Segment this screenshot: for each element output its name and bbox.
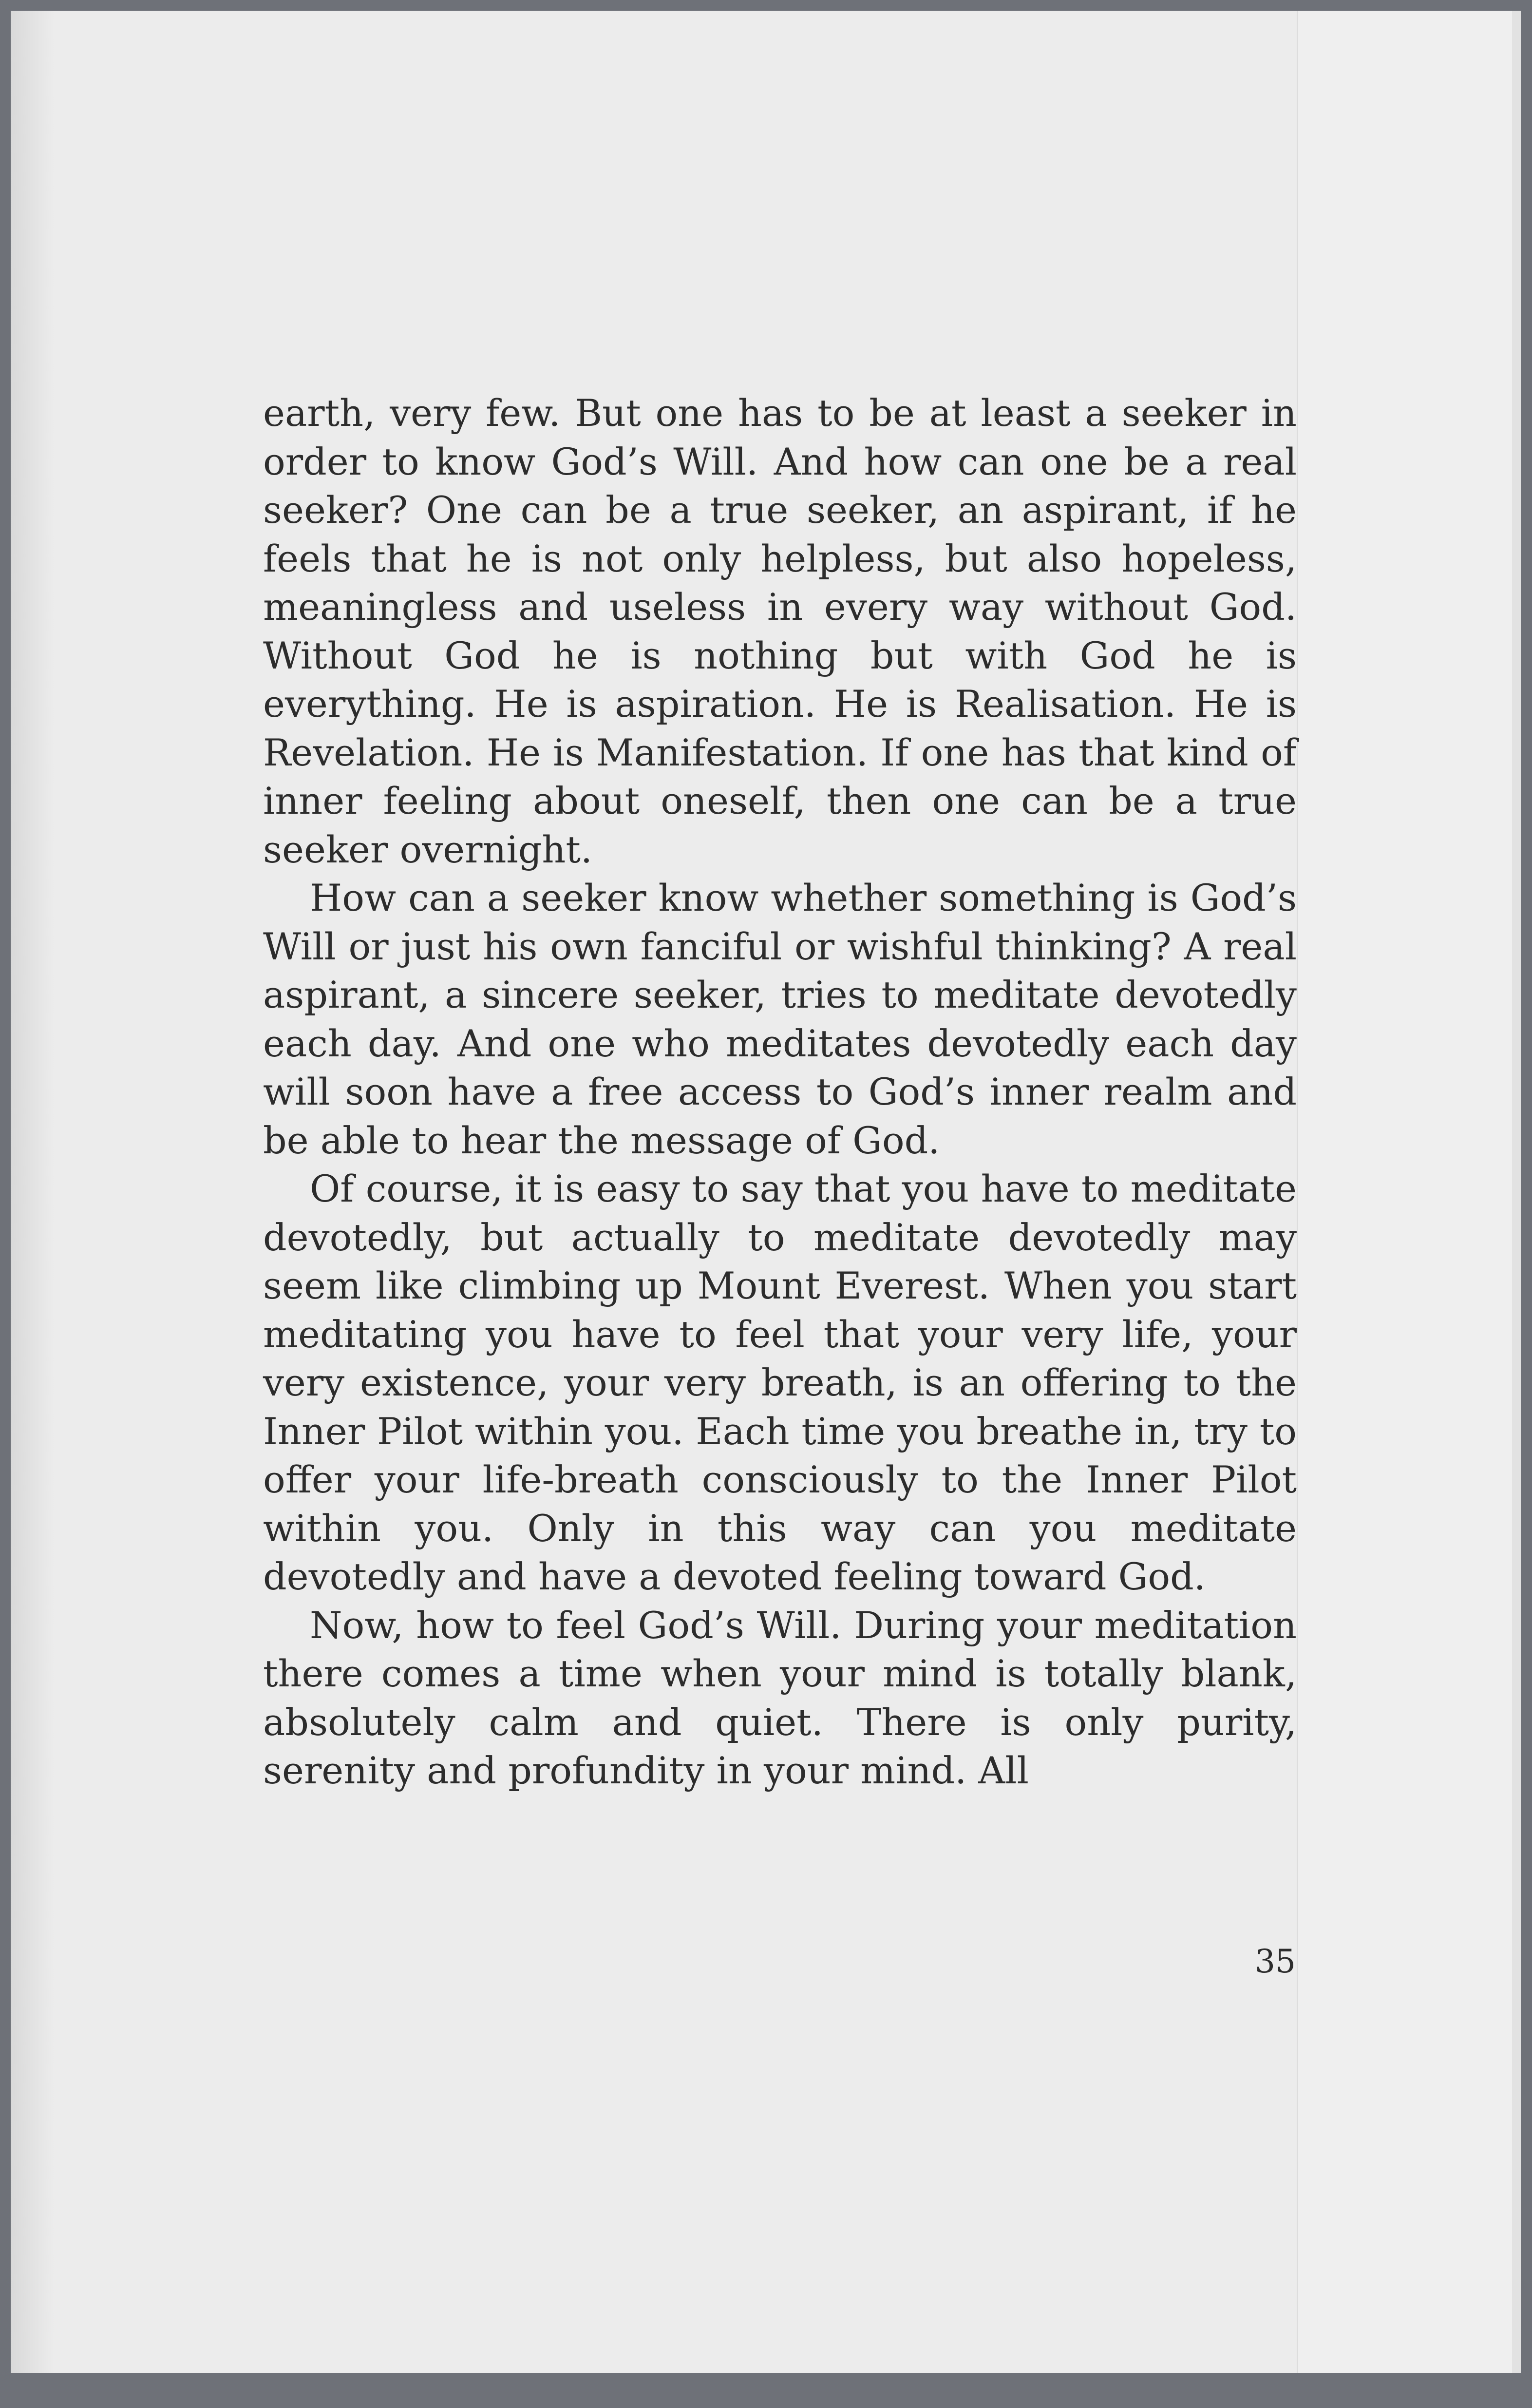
paragraph-3: Of course, it is easy to say that you have to meditate devotedly, but actually to meditate devotedly may seem like climbing up Mount Everest. When you start meditating you have to feel that your very life, your very existence, your very breath, is an offering to the Inner Pilot within you. Each time you breathe in, try to offer your life-breath consciously to the Inner Pilot within you. Only in this way can you meditate devotedly and have a devoted feeling toward God. [263,1167,1297,1598]
body-text [263,389,1297,1795]
scanned-book-page [11,11,1521,2373]
paragraph-1: earth, very few. But one has to be at least a seeker in order to know God’s Will. And how can one be a real seeker? One can be a true seeker, an aspirant, if he feels that he is not only helpless, but also hopeless, meaningless and useless in every way without God. Without God he is nothing but with God he is everything. He is aspiration. He is Realisation. He is Revelation. He is Manifestation. If one has that kind of inner feeling about oneself, then one can be a true seeker overnight. [263,391,1297,871]
page-right-margin-strip [1297,11,1521,2373]
page-number: 35 [1255,1943,1296,1980]
page-right-edge [1512,11,1521,2373]
paragraph-4: Now, how to feel God’s Will. During your meditation there comes a time when your mind is totally blank, absolutely calm and quiet. There is only purity, serenity and profundity in your mind. All [263,1603,1297,1792]
paragraph-2: How can a seeker know whether something is God’s Will or just his own fanciful or wishful thinking? A real aspirant, a sincere seeker, tries to meditate devotedly each day. And one who meditates devotedly each day will soon have a free access to God’s inner realm and be able to hear the message of God. [263,876,1297,1162]
page-gutter-shadow [11,11,55,2373]
